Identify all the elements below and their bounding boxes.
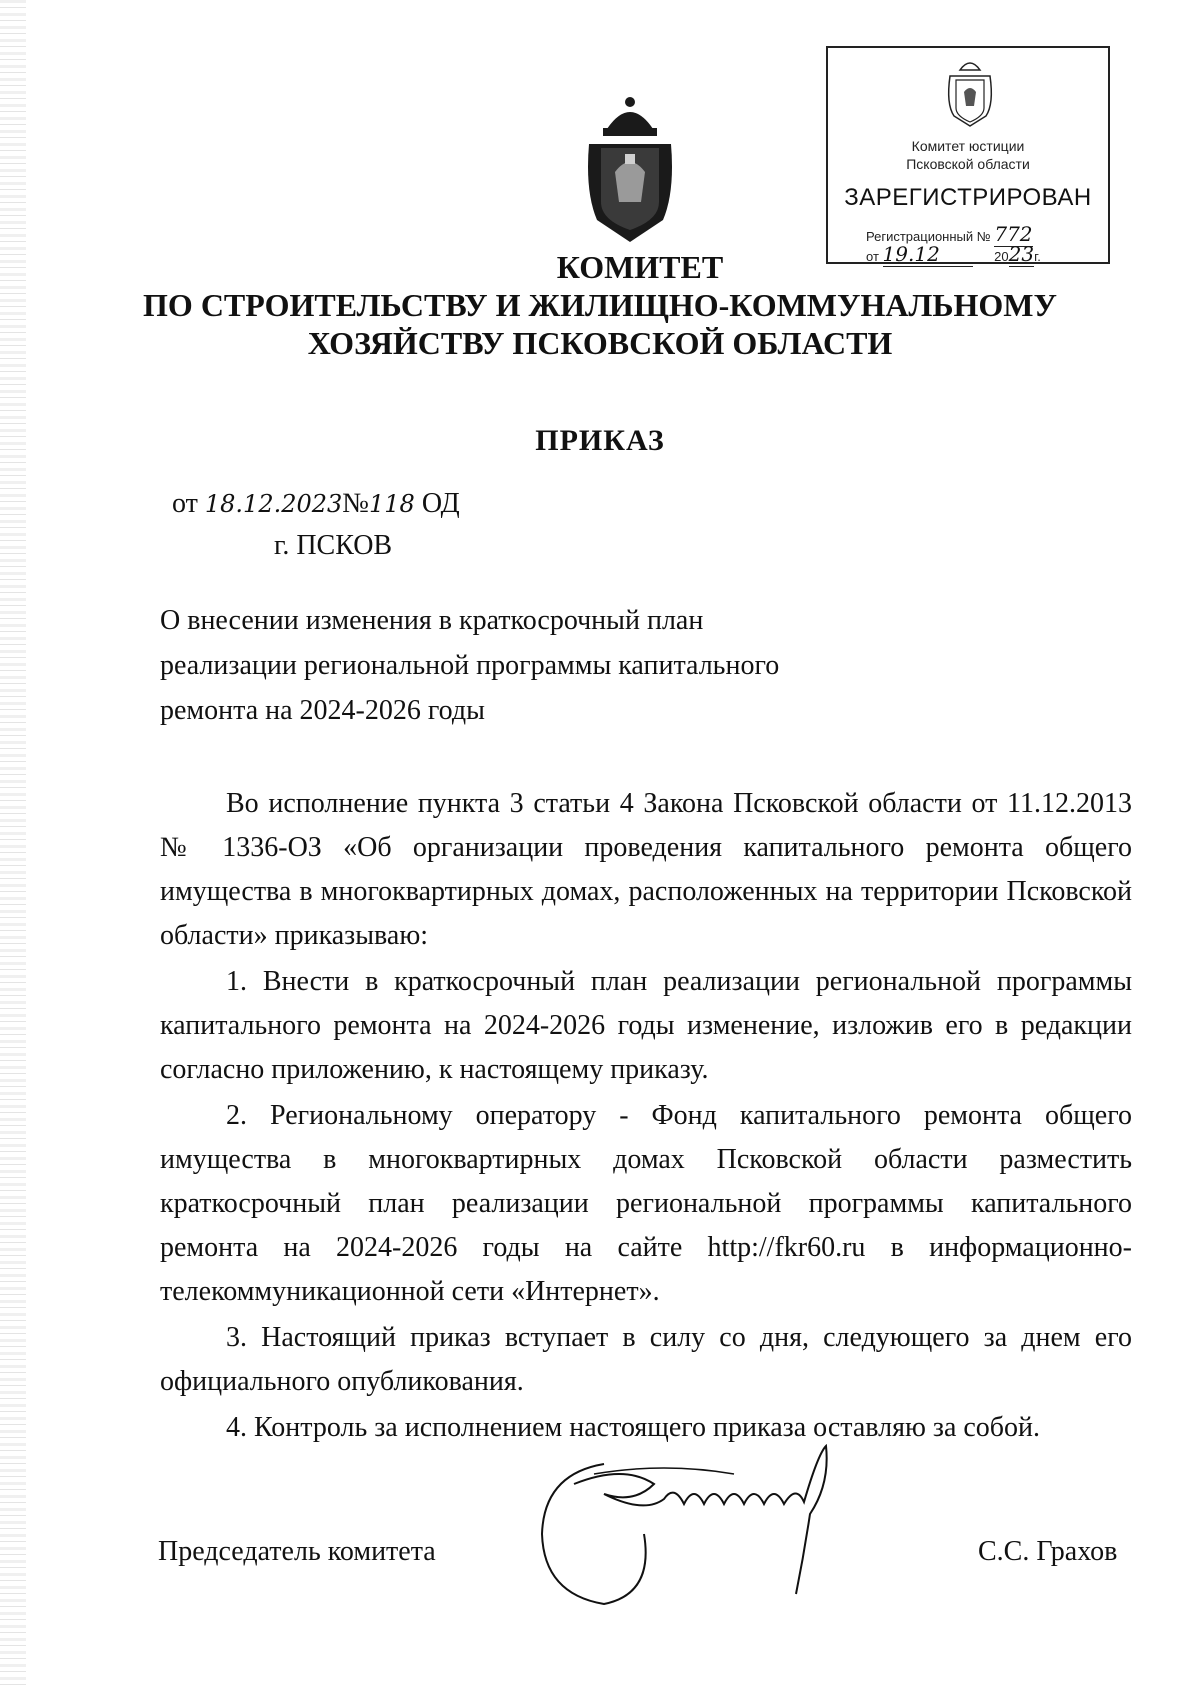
signatory-position: Председатель комитета: [158, 1536, 436, 1567]
order-subject: [160, 598, 860, 733]
stamp-emblem-icon: [942, 56, 998, 128]
signatory-name: С.С. Грахов: [978, 1536, 1118, 1567]
stamp-year-end: г.: [1034, 249, 1041, 264]
coat-of-arms-emblem: [575, 92, 685, 242]
stamp-year-suffix: 23: [1008, 242, 1035, 266]
stamp-reg-number: 772: [994, 222, 1033, 246]
body-item-4: 4. Контроль за исполнением настоящего приказа оставляю за собой.: [226, 1412, 1041, 1443]
stamp-status: ЗАРЕГИСТРИРОВАН: [844, 184, 1092, 211]
subject-line2: реализации региональной программы капитального: [160, 650, 780, 681]
stamp-year-prefix: 20: [994, 249, 1009, 264]
stamp-reg-label: Регистрационный №: [866, 229, 991, 244]
stamp-org-line1: Комитет юстиции: [911, 138, 1025, 154]
scan-edge: [0, 0, 26, 1686]
body-item-1: 1. Внести в краткосрочный план реализации региональной программы капитального ремонта на 2024-2026 годы изменение, изложив его в редакции согласно приложению, к настоящему приказу.: [160, 966, 1132, 1085]
stamp-date-value: 19.12: [883, 242, 973, 267]
document-type-title: ПРИКАЗ: [535, 424, 665, 457]
header-line1: КОМИТЕТ: [556, 249, 724, 285]
stamp-date-prefix: от: [866, 249, 879, 264]
order-number: 118: [369, 490, 415, 518]
order-number-sign: №: [342, 488, 370, 519]
body-item-3: 3. Настоящий приказ вступает в силу со дня, следующего за днем его официального опубликования.: [160, 1322, 1132, 1397]
subject-line3: ремонта на 2024-2026 годы: [160, 695, 485, 726]
order-date: 18.12.2023: [204, 490, 343, 518]
header-line3: ХОЗЯЙСТВУ ПСКОВСКОЙ ОБЛАСТИ: [307, 325, 893, 361]
order-city: г. ПСКОВ: [274, 530, 393, 561]
order-date-number-line: [172, 488, 460, 520]
stamp-org-line2: Псковской области: [906, 156, 1030, 172]
registration-stamp: [826, 46, 1110, 264]
handwritten-signature: [534, 1444, 914, 1614]
body-preamble: Во исполнение пункта 3 статьи 4 Закона Псковской области от 11.12.2013 № 1336-ОЗ «Об организации проведения капитального ремонта общего имущества в многоквартирных домах, расположенных на территории Псковской области» приказываю:: [160, 788, 1132, 951]
subject-line1: О внесении изменения в краткосрочный план: [160, 605, 704, 636]
order-body: [160, 782, 1132, 1452]
header-line2: ПО СТРОИТЕЛЬСТВУ И ЖИЛИЩНО-КОММУНАЛЬНОМУ: [143, 287, 1057, 323]
body-item-2: 2. Региональному оператору - Фонд капитального ремонта общего имущества в многоквартирных домах Псковской области разместить краткосрочный план реализации региональной программы капитального ремонта на 2024-2026 годы на сайте http://fkr60.ru в информационно-телекоммуникационной сети «Интернет».: [160, 1100, 1132, 1307]
order-date-prefix: от: [172, 488, 198, 519]
order-suffix: ОД: [421, 488, 460, 519]
